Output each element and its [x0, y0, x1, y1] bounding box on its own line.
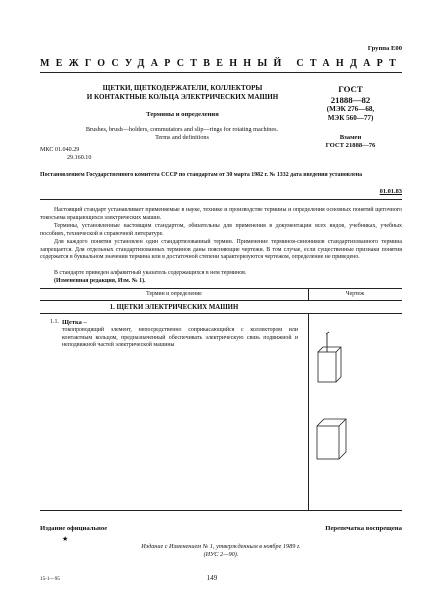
section-heading: 1. ЩЕТКИ ЭЛЕКТРИЧЕСКИХ МАШИН [109, 304, 239, 311]
standard-banner: МЕЖГОСУДАРСТВЕННЫЙ СТАНДАРТ [40, 58, 403, 69]
official-edition: Издание официальное [40, 525, 108, 532]
english-title-line-2: Terms and definitions [155, 133, 209, 141]
table-header-rule [40, 300, 402, 301]
replaces-value: ГОСТ 21888—76 [325, 142, 376, 150]
header-rule [40, 72, 402, 73]
table-header-drawing: Чертеж [345, 291, 365, 297]
iec-reference-2: МЭК 560—77) [327, 113, 374, 122]
document-title-line-2: И КОНТАКТНЫЕ КОЛЬЦА ЭЛЕКТРИЧЕСКИХ МАШИН [86, 93, 279, 101]
term-name: Щетка – [62, 319, 87, 326]
gost-number: 21888—82 [330, 94, 371, 105]
brush-drawing-bottom [317, 419, 346, 459]
english-title-line-1: Brushes, brush—holders, commutators and slip—rings for rotating machines. [85, 126, 279, 133]
gost-designation [303, 84, 398, 122]
amendment-line-2: (ИУС 2—90). [203, 551, 239, 558]
section-rule [40, 313, 402, 314]
paragraph-scope: Настоящий стандарт устанавливает применяемые в науке, технике и производстве термины и определения основных понятий щеточного токосъема вращающихся электрических машин. [40, 207, 402, 221]
mks-line-1: МКС 01.040.29 [40, 147, 80, 153]
iec-reference-1: (МЭК 276—68, [326, 105, 375, 114]
document-subtitle: Термины и определения [146, 111, 219, 118]
page-number: 149 [206, 574, 218, 582]
document-title-line-1: ЩЕТКИ, ЩЕТКОДЕРЖАТЕЛИ, КОЛЛЕКТОРЫ [102, 84, 263, 92]
table-header-term: Термин и определение [146, 291, 202, 297]
gost-label: ГОСТ [338, 84, 363, 94]
table-top-rule [40, 288, 402, 289]
print-code: 15-1—95 [40, 576, 60, 582]
reprint-prohibited: Перепечатка воспрещена [325, 525, 402, 532]
paragraph-mandatory: Термины, установленные настоящим стандартом, обязательны для применения в документации всех видов, учебниках, учебных пособиях, технической и справочной литературе. [40, 223, 402, 237]
decree-date: 01.01.83 [379, 188, 402, 195]
amendment-line-1: Издание с Изменением № 1, утвержденным в ноябре 1989 г. [141, 543, 301, 550]
table-bottom-rule [40, 510, 402, 511]
mks-codes [40, 146, 91, 162]
term-number: 1.1. [50, 319, 59, 325]
amendment-note [40, 543, 402, 559]
english-title [62, 126, 302, 142]
paragraph-terms: Для каждого понятия установлен один стандартизованный термин. Применение терминов-синонимов стандартизованного термина запрещается. Для отдельных стандартизованных терминов даны поясняющие чертежи. В том случае, если существенные признаки понятия содержатся в буквальном значении термина или в достаточной степени характеризуются чертежом, определение не приведено. [40, 239, 402, 260]
decree-text: Постановлением Государственного комитета СССР по стандартам от 30 марта 1982 г. № 1332 дата введения установлена [40, 172, 363, 178]
table-column-divider-header [308, 288, 309, 300]
replaces-label: Взамен [339, 134, 362, 141]
star-mark: ★ [62, 535, 69, 543]
term-definition: токопроводящий элемент, непосредственно соприкасающийся с коллектором или контактным кольцом, предназначенный обеспечивать электрическую связь подвижной и неподвижной частей электрической машины [62, 327, 298, 349]
replaces-block [303, 134, 398, 151]
paragraph-amendment: (Измененная редакция, Изм. № 1). [54, 278, 146, 284]
mks-line-2: 29.160.10 [67, 155, 92, 162]
paragraph-index: В стандарте приведен алфавитный указатель содержащихся в нем терминов. [54, 270, 247, 276]
brush-drawing [305, 330, 365, 480]
document-title [70, 84, 295, 102]
decree-rule [40, 199, 402, 200]
group-code: Группа Е00 [367, 45, 402, 52]
brush-drawing-top [318, 332, 341, 382]
